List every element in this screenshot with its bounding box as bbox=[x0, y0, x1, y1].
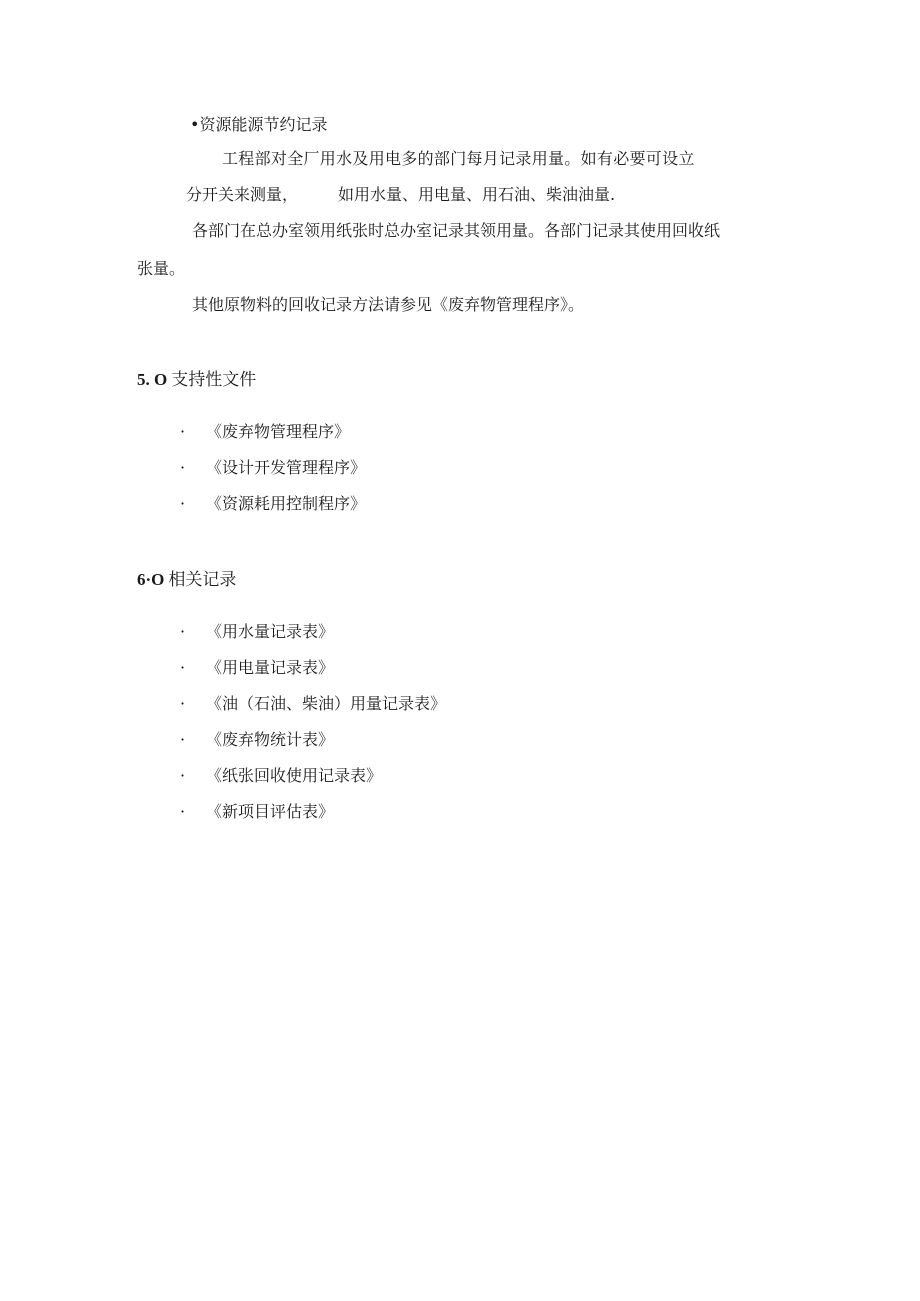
bullet-icon: · bbox=[180, 730, 186, 749]
list-item bbox=[180, 622, 334, 642]
record-reference: 《油（石油、柴油）用量记录表》 bbox=[206, 694, 447, 713]
list-item bbox=[180, 730, 334, 750]
section-title: 相关记录 bbox=[168, 570, 237, 590]
section-heading-supporting-documents bbox=[137, 369, 256, 391]
paragraph-paper-line1: 各部门在总办室领用纸张时总办室记录其领用量。各部门记录其使用回收纸 bbox=[192, 221, 721, 240]
paragraph-other-materials: 其他原物料的回收记录方法请参见《废弃物管理程序》。 bbox=[192, 295, 585, 314]
list-item bbox=[180, 458, 366, 478]
bullet-icon: · bbox=[180, 458, 186, 477]
list-item bbox=[180, 694, 446, 714]
bullet-icon: · bbox=[180, 658, 186, 677]
paragraph-engineering-line1: 工程部对全厂用水及用电多的部门每月记录用量。如有必要可设立 bbox=[222, 149, 695, 168]
record-reference: 《新项目评估表》 bbox=[206, 802, 335, 821]
document-reference: 《设计开发管理程序》 bbox=[206, 458, 367, 477]
section-number: 6·O bbox=[137, 570, 165, 589]
record-reference: 《用水量记录表》 bbox=[206, 622, 335, 641]
bullet-icon: · bbox=[180, 766, 186, 785]
bullet-icon: · bbox=[180, 802, 186, 821]
paragraph-paper-line2: 张量。 bbox=[137, 259, 186, 278]
subheading-resource-records: •资源能源节约记录 bbox=[190, 115, 328, 134]
record-reference: 《纸张回收使用记录表》 bbox=[206, 766, 383, 785]
paragraph-engineering-line2-part2: 如用水量、用电量、用石油、柴油油量. bbox=[338, 185, 616, 204]
list-item bbox=[180, 422, 350, 442]
record-reference: 《废弃物统计表》 bbox=[206, 730, 335, 749]
bullet-icon: · bbox=[180, 422, 186, 441]
record-reference: 《用电量记录表》 bbox=[206, 658, 335, 677]
list-item bbox=[180, 802, 334, 822]
paragraph-engineering-line2 bbox=[186, 185, 615, 205]
list-item bbox=[180, 658, 334, 678]
document-reference: 《废弃物管理程序》 bbox=[206, 422, 351, 441]
list-item bbox=[180, 494, 366, 514]
bullet-icon: · bbox=[180, 694, 186, 713]
section-number: 5. O bbox=[137, 370, 168, 389]
paragraph-engineering-line2-part1: 分开关来测量， bbox=[186, 185, 299, 204]
bullet-icon: · bbox=[180, 622, 186, 641]
bullet-icon: · bbox=[180, 494, 186, 513]
list-item bbox=[180, 766, 382, 786]
document-reference: 《资源耗用控制程序》 bbox=[206, 494, 367, 513]
section-title: 支持性文件 bbox=[171, 370, 257, 390]
section-heading-related-records bbox=[137, 569, 236, 591]
